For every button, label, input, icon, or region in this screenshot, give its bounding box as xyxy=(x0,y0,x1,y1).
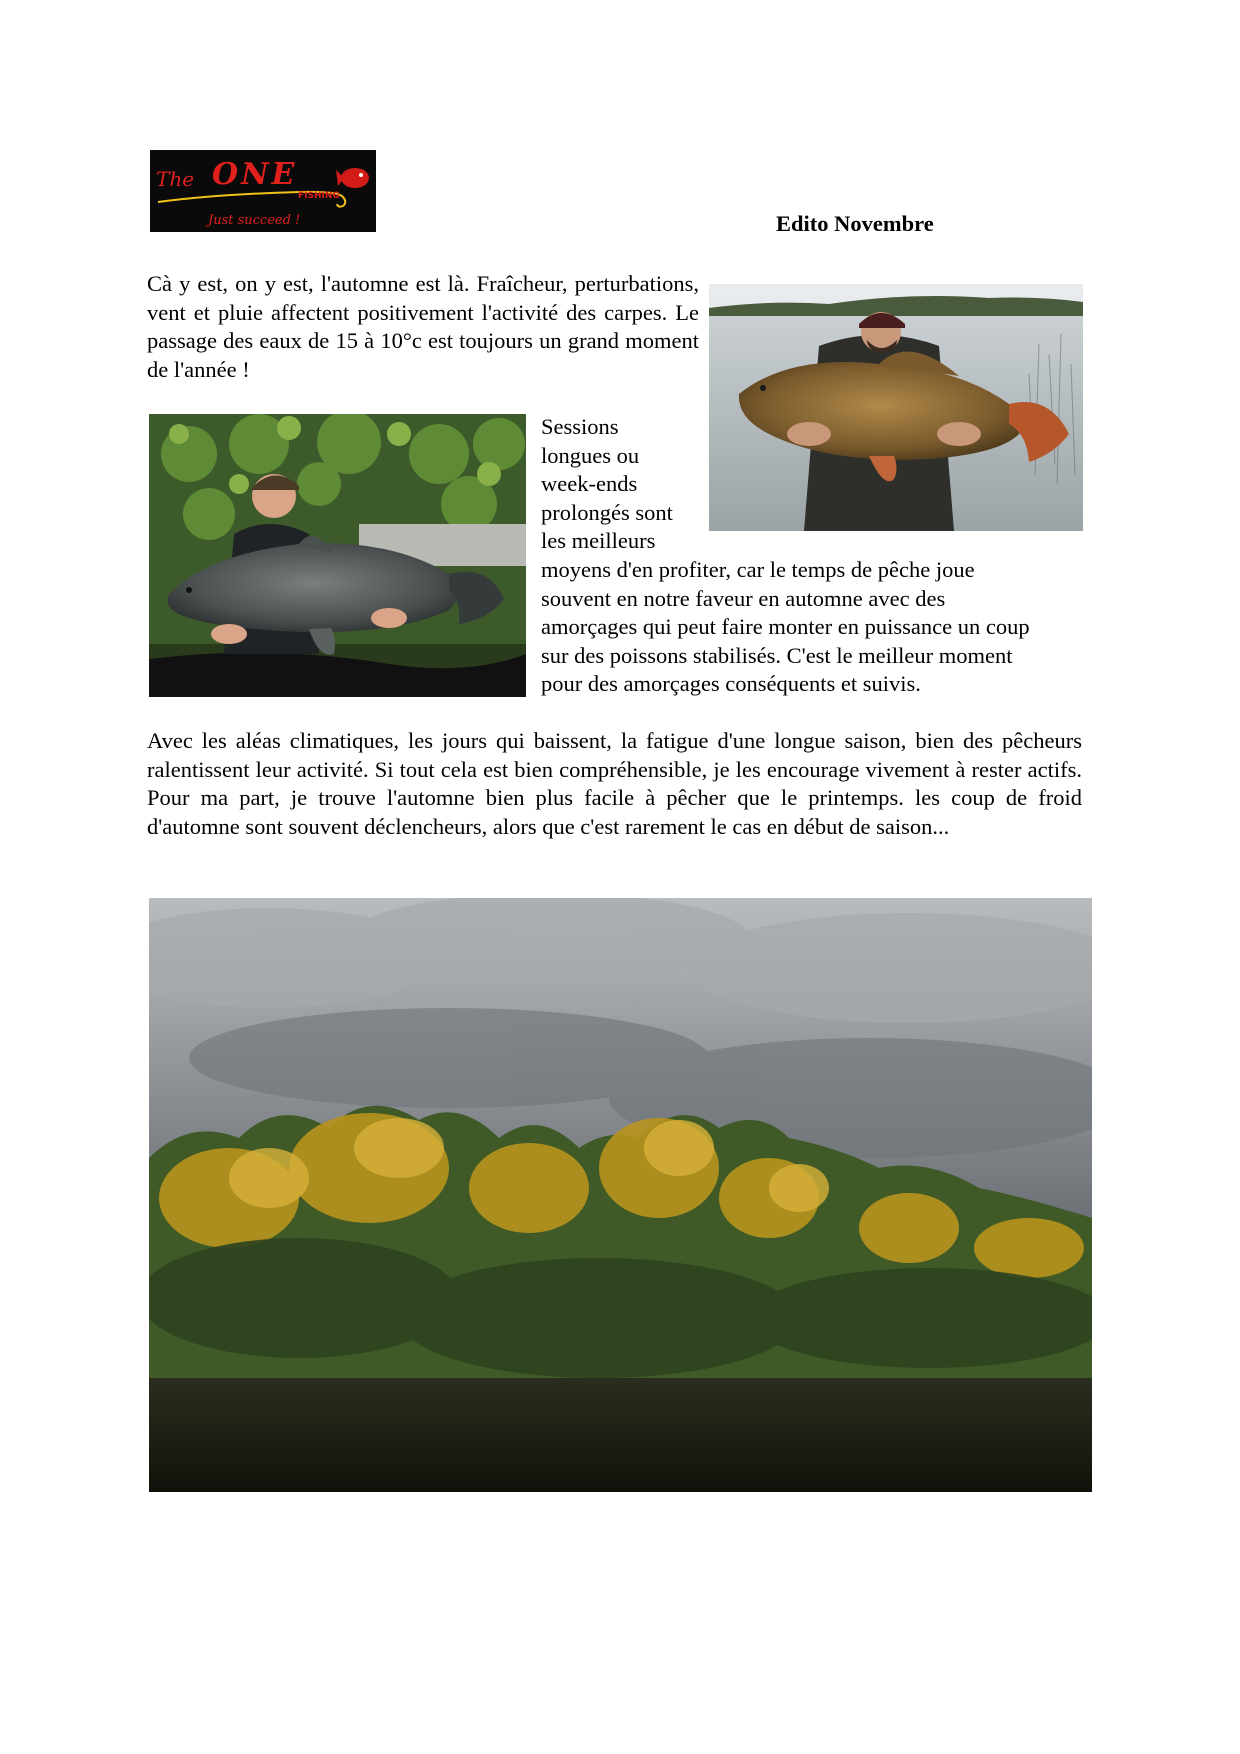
svg-text:Just succeed !: Just succeed ! xyxy=(208,213,301,228)
text-line: longues ou xyxy=(541,442,640,468)
text-line: amorçages qui peut faire monter en puissance un coup xyxy=(541,614,1030,640)
climate-paragraph: Avec les aléas climatiques, les jours qui baissent, la fatigue d'une longue saison, bien des pêcheurs ralentissent leur activité. Si tout cela est bien compréhensible, je les encourage vivement à rester actifs. Pour ma part, je trouve l'automne bien plus facile à pêcher que le printemps. les coup de froid d'automne sont souvent déclencheurs, alors que c'est rarement le cas en début de saison... xyxy=(147,728,1082,839)
intro-paragraph: Cà y est, on y est, l'automne est là. Fraîcheur, perturbations, vent et pluie affectent positivement l'activité des carpes. Le passage des eaux de 15 à 10°c est toujours un grand moment de l'année ! xyxy=(147,271,699,382)
angler-common-carp-photo xyxy=(709,284,1083,531)
sessions-paragraph-wide xyxy=(541,556,1101,699)
text-line: pour des amorçages conséquents et suivis. xyxy=(541,671,921,697)
autumn-landscape-photo xyxy=(149,898,1092,1492)
text-line: prolongés sont xyxy=(541,499,673,525)
brand-logo xyxy=(150,150,376,232)
svg-text:FISHING: FISHING xyxy=(298,191,340,201)
text-line: les meilleurs xyxy=(541,528,656,554)
text-line: sur des poissons stabilisés. C'est le meilleur moment xyxy=(541,642,1013,668)
text-line: week-ends xyxy=(541,471,638,497)
text-line: Sessions xyxy=(541,414,619,439)
text-line: souvent en notre faveur en automne avec des xyxy=(541,585,946,611)
svg-text:ONE: ONE xyxy=(212,157,298,192)
svg-text:The: The xyxy=(156,167,195,191)
sessions-paragraph-narrow xyxy=(541,413,691,556)
page-title: Edito Novembre xyxy=(776,211,934,236)
boy-mirror-carp-photo xyxy=(149,414,526,697)
text-line: moyens d'en profiter, car le temps de pêche joue xyxy=(541,557,975,582)
